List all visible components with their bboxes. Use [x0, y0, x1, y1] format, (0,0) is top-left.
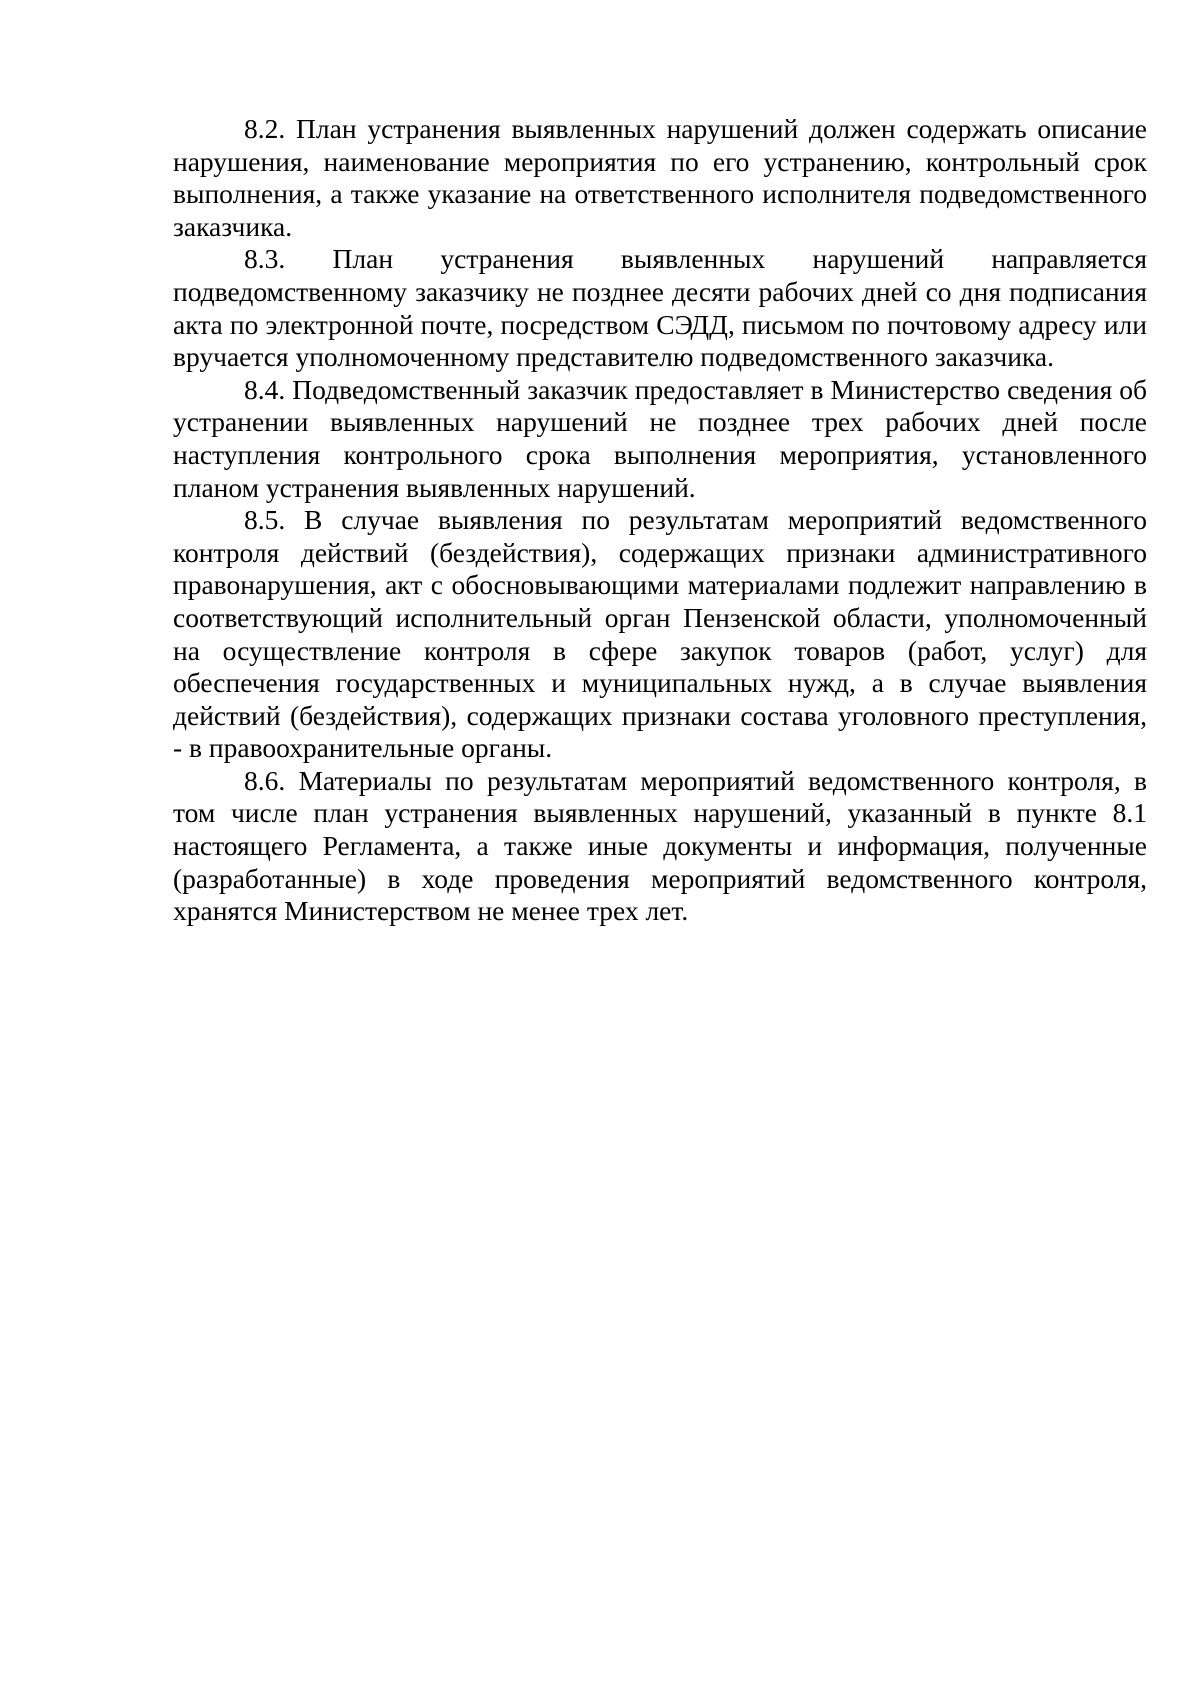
paragraph-8-4: 8.4. Подведомственный заказчик предоставляет в Министерство сведения об устранении выявленных нарушений не позднее трех рабочих дней после наступления контрольного срока выполнения мероприятия, установленного планом устранения выявленных нарушений. — [173, 373, 1147, 503]
paragraph-8-6: 8.6. Материалы по результатам мероприятий ведомственного контроля, в том числе план устранения выявленных нарушений, указанный в пункте 8.1 настоящего Регламента, а также иные документы и информация, полученные (разработанные) в ходе проведения мероприятий ведомственного контроля, хранятся Министерством не менее трех лет. — [173, 764, 1147, 927]
paragraph-8-3: 8.3. План устранения выявленных нарушений направляется подведомственному заказчику не позднее десяти рабочих дней со дня подписания акта по электронной почте, посредством СЭДД, письмом по почтовому адресу или вручается уполномоченному представителю подведомственного заказчика. — [173, 243, 1147, 373]
paragraph-8-2: 8.2. План устранения выявленных нарушений должен содержать описание нарушения, наименование мероприятия по его устранению, контрольный срок выполнения, а также указание на ответственного исполнителя подведомственного заказчика. — [173, 113, 1147, 242]
paragraph-8-5: 8.5. В случае выявления по результатам мероприятий ведомственного контроля действий (бездействия), содержащих признаки административного правонарушения, акт с обосновывающими материалами подлежит направлению в соответствующий исполнительный орган Пензенской области, уполномоченный на осуществление контроля в сфере закупок товаров (работ, услуг) для обеспечения государственных и муниципальных нужд, а в случае выявления действий (бездействия), содержащих признаки состава уголовного преступления, - в правоохранительные органы. — [173, 504, 1147, 764]
document-body — [173, 113, 1147, 928]
